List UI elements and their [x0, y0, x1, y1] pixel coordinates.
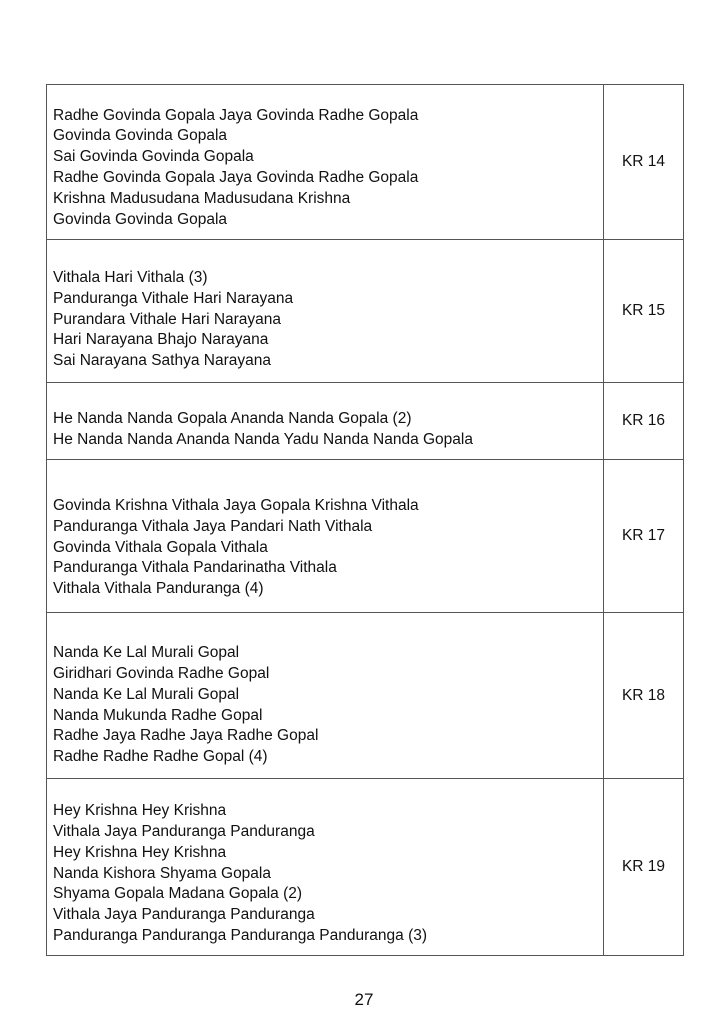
- lyrics-cell: [47, 460, 604, 613]
- lyric-line: Sai Govinda Govinda Gopala: [53, 148, 254, 166]
- table-row: [47, 383, 684, 460]
- lyric-line: Giridhari Govinda Radhe Gopal: [53, 664, 270, 682]
- lyric-line: Panduranga Vithale Hari Narayana: [53, 289, 294, 307]
- lyric-line: He Nanda Nanda Gopala Ananda Nanda Gopala (2): [53, 409, 412, 427]
- bhajan-code: KR 17: [604, 460, 684, 613]
- lyric-line: Hey Krishna Hey Krishna: [53, 802, 227, 820]
- lyric-line: Nanda Mukunda Radhe Gopal: [53, 706, 263, 724]
- lyrics-cell: [47, 779, 604, 956]
- bhajan-code: KR 15: [604, 240, 684, 383]
- lyric-line: Govinda Krishna Vithala Jaya Gopala Krishna Vithala: [53, 497, 419, 514]
- lyric-line: Vithala Jaya Panduranga Panduranga: [53, 906, 315, 924]
- bhajan-table: [46, 84, 684, 956]
- bhajan-code: KR 19: [604, 779, 684, 956]
- lyric-line: Vithala Vithala Panduranga (4): [53, 580, 264, 598]
- lyric-line: Sai Narayana Sathya Narayana: [53, 352, 271, 370]
- lyric-line: Nanda Ke Lal Murali Gopal: [53, 644, 240, 662]
- lyric-line: Radhe Govinda Gopala Jaya Govinda Radhe Gopala: [53, 106, 419, 124]
- page-number: 27: [354, 990, 374, 1009]
- lyric-line: Vithala Jaya Panduranga Panduranga: [53, 823, 315, 840]
- lyrics-cell: [47, 383, 604, 460]
- lyric-line: Panduranga Vithala Pandarinatha Vithala: [53, 559, 337, 577]
- lyric-line: Hari Narayana Bhajo Narayana: [53, 331, 269, 349]
- lyric-line: Govinda Govinda Gopala: [53, 210, 228, 228]
- lyric-line: Govinda Vithala Gopala Vithala: [53, 538, 268, 556]
- table-row: [47, 613, 684, 779]
- table-row: [47, 460, 684, 613]
- lyric-line: Nanda Ke Lal Murali Gopal: [53, 685, 240, 703]
- lyric-line: Radhe Govinda Gopala Jaya Govinda Radhe Gopala: [53, 169, 419, 186]
- table-row: [47, 85, 684, 240]
- lyric-line: He Nanda Nanda Ananda Nanda Yadu Nanda Nanda Gopala: [53, 430, 473, 448]
- lyrics-cell: [47, 85, 604, 240]
- table-row: [47, 779, 684, 956]
- lyric-line: Vithala Hari Vithala (3): [53, 269, 208, 286]
- bhajan-code: KR 14: [604, 85, 684, 240]
- table-row: [47, 240, 684, 383]
- lyrics-cell: [47, 240, 604, 383]
- lyric-line: Panduranga Vithala Jaya Pandari Nath Vithala: [53, 517, 373, 535]
- lyric-line: Shyama Gopala Madana Gopala (2): [53, 885, 303, 903]
- lyric-line: Radhe Radhe Radhe Gopal (4): [53, 748, 268, 766]
- lyric-line: Hey Krishna Hey Krishna: [53, 843, 227, 861]
- lyric-line: Purandara Vithale Hari Narayana: [53, 310, 282, 328]
- lyric-line: Panduranga Panduranga Panduranga Panduranga (3): [53, 926, 428, 944]
- bhajan-code: KR 16: [604, 383, 684, 460]
- bhajan-code: KR 18: [604, 613, 684, 779]
- lyric-line: Govinda Govinda Gopala: [53, 127, 228, 145]
- lyric-line: Nanda Kishora Shyama Gopala: [53, 864, 271, 882]
- lyric-line: Radhe Jaya Radhe Jaya Radhe Gopal: [53, 727, 319, 745]
- lyric-line: Krishna Madusudana Madusudana Krishna: [53, 189, 351, 207]
- lyrics-cell: [47, 613, 604, 779]
